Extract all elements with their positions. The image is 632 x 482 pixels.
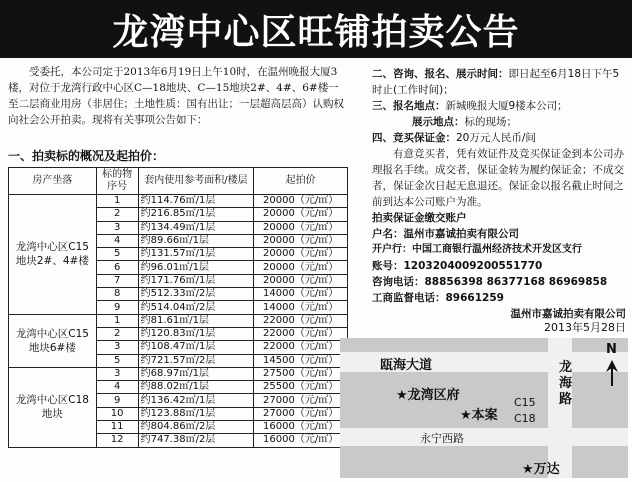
- bank-name: 开户行：中国工商银行温州经济技术开发区支行: [372, 244, 582, 255]
- show-location-text: 标的现场；: [464, 116, 517, 128]
- cell-area: 约216.85㎡/1层: [138, 208, 254, 221]
- cell-area: 约171.76㎡/1层: [138, 274, 254, 287]
- cell-price: 14500（元/㎡）: [254, 354, 348, 367]
- cell-lot-no: 3: [96, 221, 138, 234]
- cell-lot-no: 6: [96, 261, 138, 274]
- cell-price: 14000（元/㎡）: [254, 301, 348, 314]
- show-location-heading: 展示地点：: [412, 116, 465, 128]
- header-lot-no: 标的物序号: [96, 168, 138, 195]
- cell-price: 27000（元/㎡）: [254, 407, 348, 420]
- map-c18-label: C18: [514, 412, 536, 425]
- lots-table: [8, 167, 348, 448]
- cell-area: 约114.76㎡/1层: [138, 195, 254, 208]
- cell-lot-no: 9: [96, 301, 138, 314]
- notice-date: 2013年5月28日: [544, 321, 626, 334]
- map-road3-label: 永宁西路: [420, 432, 464, 445]
- section-3-text: 新城晚报大厦9楼本公司；: [445, 100, 568, 112]
- section-2: [372, 66, 624, 98]
- header-location: 房产坐落: [9, 168, 97, 195]
- deposit-paragraph: 有意竞买者，凭有效证件及竞买保证金到本公司办理报名手续。成交者，保证金转为履约保证金；不成交者，保证金次日起无息退还。保证金以报名截止时间之前到达本公司账户为准。: [372, 148, 624, 208]
- map-road1-label: 瓯海大道: [380, 358, 433, 373]
- cell-area: 约721.57㎡/2层: [138, 354, 254, 367]
- north-arrow-icon: [600, 358, 624, 388]
- cell-lot-no: 2: [96, 327, 138, 340]
- cell-location: 龙湾中心区C15地块2#、4#楼: [9, 195, 97, 315]
- section-1-heading: 一、拍卖标的概况及起拍价：: [8, 149, 165, 163]
- section-4-heading: 四、竞买保证金：: [372, 132, 456, 144]
- map-road2-label: 龙海路: [559, 360, 573, 407]
- intro-paragraph: 受委托，本公司定于2013年6月19日上午10时，在温州晚报大厦3楼，对位于龙湾行政中心区C—18地块、C—15地块2#、4#、6#楼一至二层商业用房（非居住；土地性质：国有出让；一层超高层高）认购权向社会公开拍卖。现将有关事项公告如下：: [8, 66, 344, 126]
- account-name: 户名：温州市嘉诚拍卖有限公司: [372, 228, 519, 240]
- cell-price: 20000（元/㎡）: [254, 274, 348, 287]
- cell-area: 约512.33㎡/2层: [138, 288, 254, 301]
- cell-lot-no: 3: [96, 367, 138, 380]
- section-3: [372, 98, 624, 114]
- show-location: [412, 114, 624, 130]
- cell-lot-no: 1: [96, 195, 138, 208]
- cell-price: 16000（元/㎡）: [254, 434, 348, 447]
- cell-price: 20000（元/㎡）: [254, 248, 348, 261]
- cell-area: 约804.86㎡/2层: [138, 421, 254, 434]
- cell-lot-no: 4: [96, 381, 138, 394]
- cell-price: 22000（元/㎡）: [254, 341, 348, 354]
- supervise-phone: 工商监督电话：89661259: [372, 292, 504, 304]
- cell-lot-no: 4: [96, 234, 138, 247]
- header-area: 套内使用参考面积/楼层: [138, 168, 254, 195]
- section-4: [372, 130, 624, 146]
- cell-area: 约68.97㎡/1层: [138, 367, 254, 380]
- cell-lot-no: 12: [96, 434, 138, 447]
- consult-phone: 咨询电话：88856398 86377168 86969858: [372, 276, 608, 288]
- cell-lot-no: 3: [96, 341, 138, 354]
- cell-area: 约81.61㎡/1层: [138, 314, 254, 327]
- cell-area: 约120.83㎡/1层: [138, 327, 254, 340]
- cell-lot-no: 8: [96, 288, 138, 301]
- cell-lot-no: 1: [96, 314, 138, 327]
- cell-area: 约747.38㎡/2层: [138, 434, 254, 447]
- cell-price: 20000（元/㎡）: [254, 221, 348, 234]
- cell-price: 22000（元/㎡）: [254, 327, 348, 340]
- title-bar: [0, 0, 632, 58]
- cell-lot-no: 9: [96, 394, 138, 407]
- cell-location: 龙湾中心区C18地块: [9, 367, 97, 447]
- map-site-label: ★本案: [460, 408, 498, 423]
- header-price: 起拍价: [254, 168, 348, 195]
- cell-lot-no: 5: [96, 248, 138, 261]
- north-label: N: [606, 342, 617, 357]
- cell-price: 14000（元/㎡）: [254, 288, 348, 301]
- cell-area: 约88.02㎡/1层: [138, 381, 254, 394]
- cell-area: 约123.88㎡/1层: [138, 407, 254, 420]
- table-row: [9, 195, 348, 208]
- cell-area: 约514.04㎡/2层: [138, 301, 254, 314]
- cell-price: 20000（元/㎡）: [254, 195, 348, 208]
- road-yongning: [340, 428, 628, 446]
- cell-area: 约108.47㎡/1层: [138, 341, 254, 354]
- cell-lot-no: 2: [96, 208, 138, 221]
- map-gov-label: ★龙湾区府: [396, 388, 460, 403]
- cell-lot-no: 7: [96, 274, 138, 287]
- cell-area: 约89.66㎡/1层: [138, 234, 254, 247]
- table-header-row: [9, 168, 348, 195]
- section-2-heading: 二、咨询、报名、展示时间：: [372, 68, 509, 80]
- map-wanda-label: ★万达: [522, 462, 560, 477]
- company-name: 温州市嘉诚拍卖有限公司: [510, 308, 626, 320]
- cell-price: 25500（元/㎡）: [254, 381, 348, 394]
- cell-price: 22000（元/㎡）: [254, 314, 348, 327]
- cell-lot-no: 10: [96, 407, 138, 420]
- account-title: 拍卖保证金缴交账户: [372, 212, 467, 224]
- cell-price: 20000（元/㎡）: [254, 234, 348, 247]
- table-row: [9, 367, 348, 380]
- cell-area: 约96.01㎡/1层: [138, 261, 254, 274]
- road-longhai: [548, 338, 572, 478]
- cell-area: 约131.57㎡/1层: [138, 248, 254, 261]
- cell-location: 龙湾中心区C15地块6#楼: [9, 314, 97, 367]
- cell-price: 16000（元/㎡）: [254, 421, 348, 434]
- section-2-text: 即日起至6月18日下午5时止(工作时间)；: [372, 68, 620, 96]
- section-4-text: 20万元人民币/间: [456, 132, 536, 144]
- account-number: 账号：1203204009200551770: [372, 260, 543, 272]
- location-map: [340, 338, 628, 478]
- cell-lot-no: 11: [96, 421, 138, 434]
- cell-price: 20000（元/㎡）: [254, 261, 348, 274]
- cell-lot-no: 5: [96, 354, 138, 367]
- map-c15-label: C15: [514, 396, 536, 409]
- table-row: [9, 314, 348, 327]
- cell-area: 约134.49㎡/1层: [138, 221, 254, 234]
- cell-price: 27000（元/㎡）: [254, 394, 348, 407]
- cell-price: 27500（元/㎡）: [254, 367, 348, 380]
- notice-title: 龙湾中心区旺铺拍卖公告: [112, 12, 520, 53]
- cell-area: 约136.42㎡/1层: [138, 394, 254, 407]
- cell-price: 20000（元/㎡）: [254, 208, 348, 221]
- section-3-heading: 三、报名地点：: [372, 100, 446, 112]
